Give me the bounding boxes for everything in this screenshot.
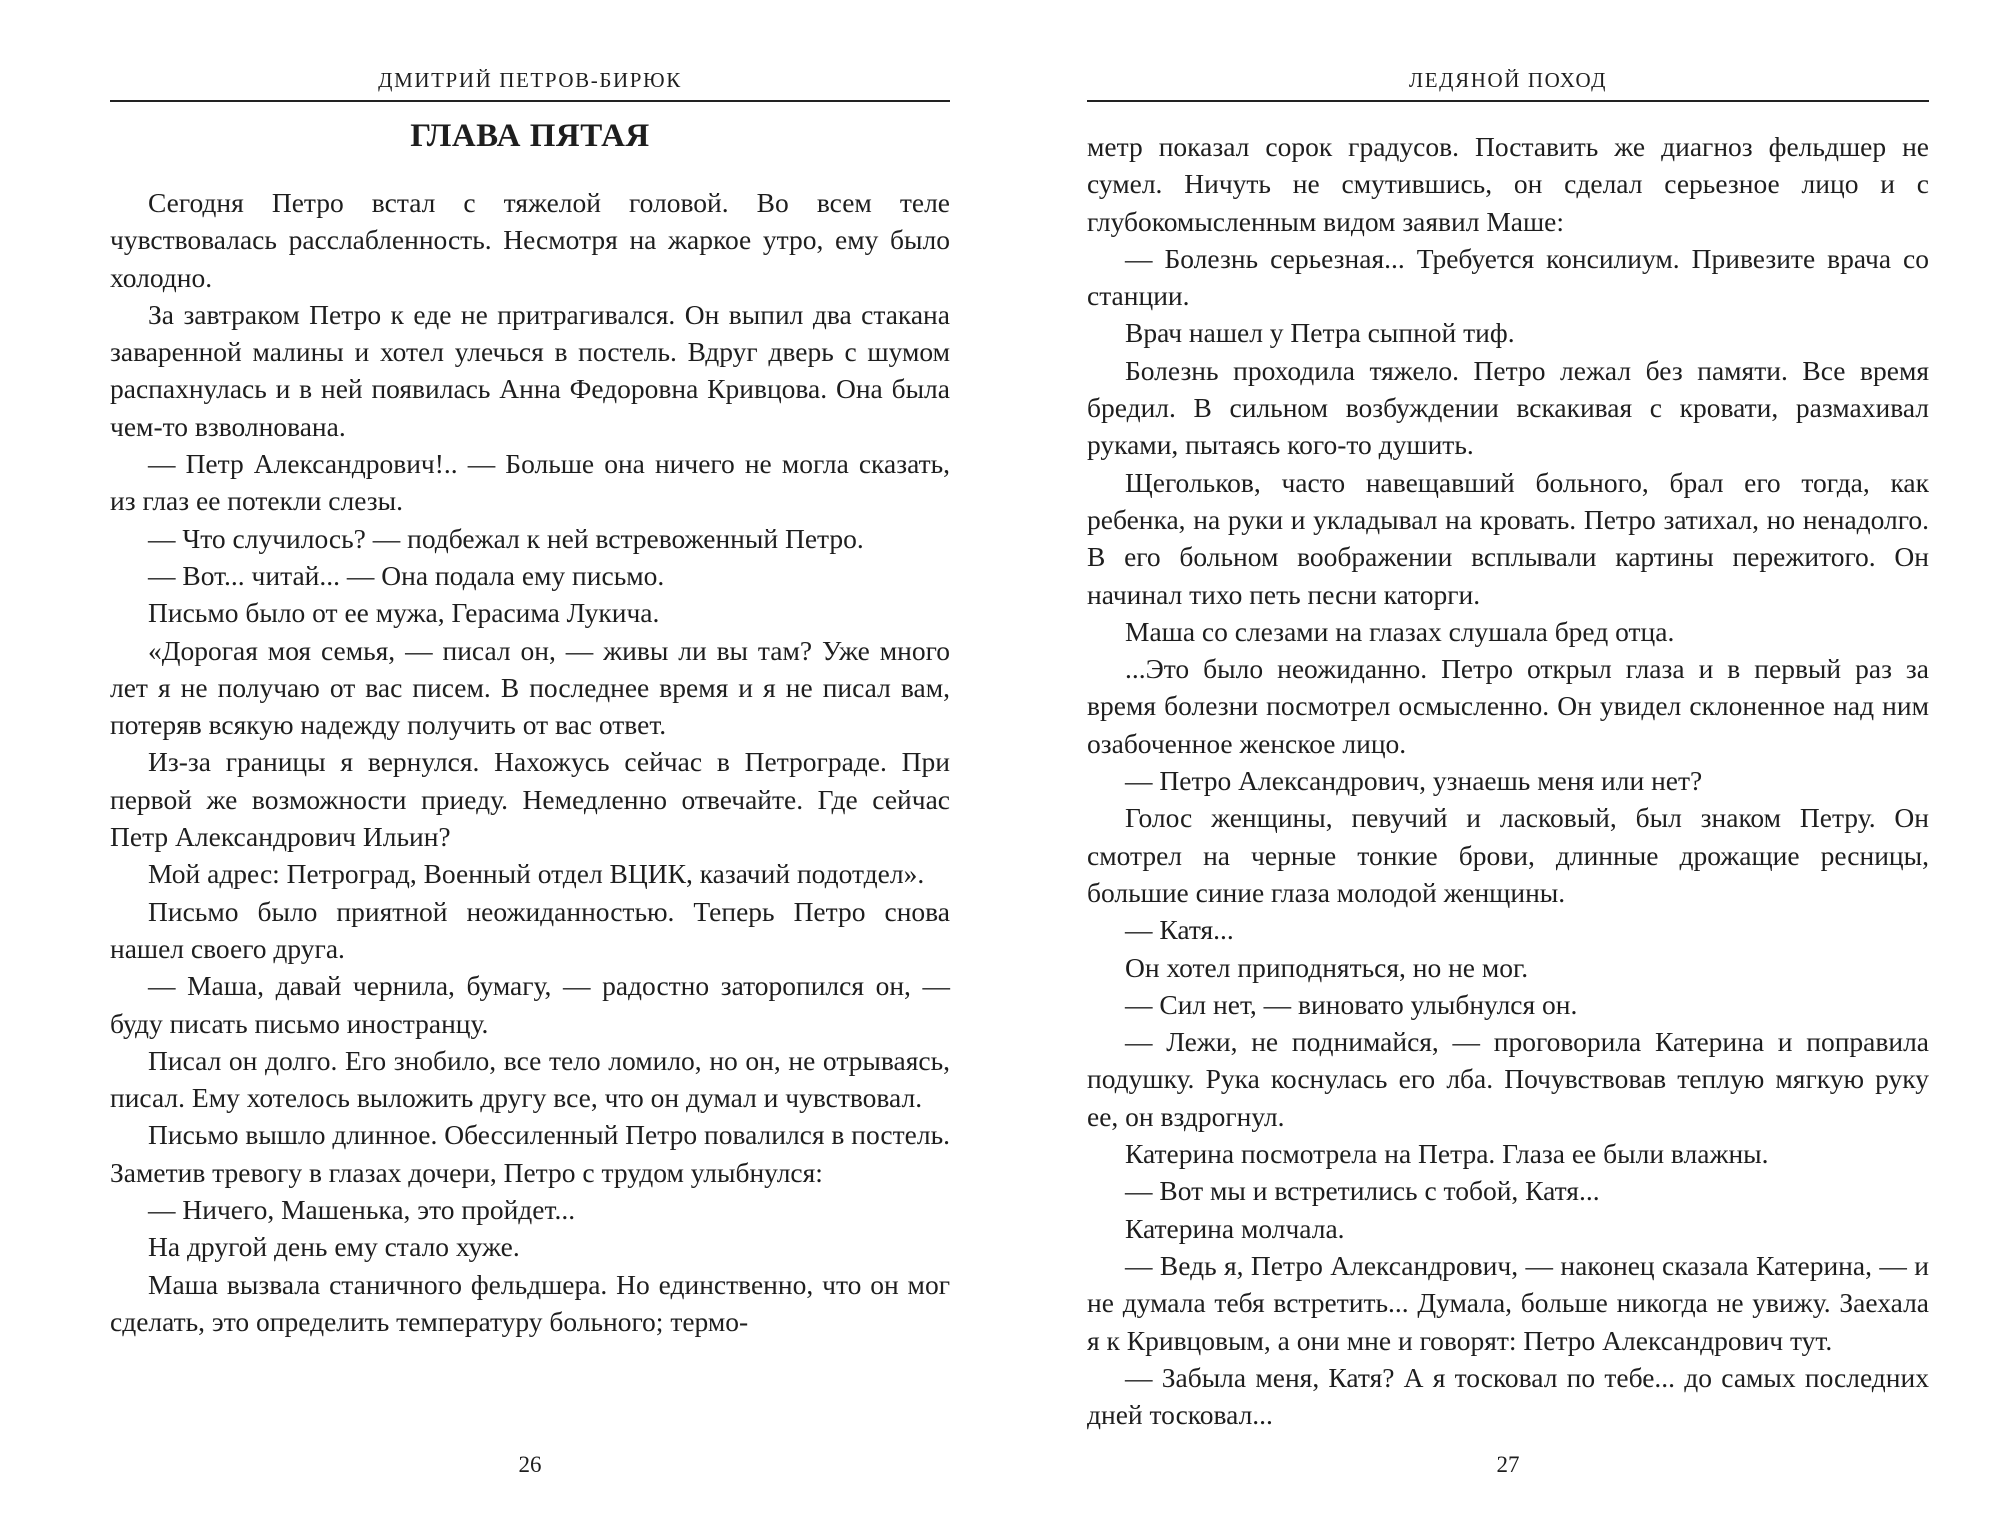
paragraph: — Ведь я, Петро Александрович, — наконец сказала Катерина, — и не думала тебя встретить... Думала, больше никогда не увижу. Заехала я к Кривцовым, а они мне и говорят: Петро Александрович тут. bbox=[1087, 1249, 1929, 1356]
paragraph: — Петр Александрович!.. — Больше она ничего не могла сказать, из глаз ее потекли слезы. bbox=[110, 448, 950, 517]
paragraph: Болезнь проходила тяжело. Петро лежал без памяти. Все время бредил. В сильном возбуждении вскакивая с кровати, размахивал руками, пытаясь кого-то душить. bbox=[1087, 354, 1929, 461]
paragraph: Письмо было приятной неожиданностью. Теперь Петро снова нашел своего друга. bbox=[110, 895, 950, 964]
running-head-title: ЛЕДЯНОЙ ПОХОД bbox=[1408, 68, 1608, 92]
paragraph: Маша со слезами на глазах слушала бред отца. bbox=[1125, 615, 1675, 647]
paragraph: На другой день ему стало хуже. bbox=[148, 1231, 520, 1263]
paragraph: Катерина молчала. bbox=[1125, 1212, 1345, 1244]
paragraph: ...Это было неожиданно. Петро открыл глаза и в первый раз за время болезни посмотрел осмысленно. Он увидел склоненное над ним озабоченное женское лицо. bbox=[1087, 653, 1929, 759]
paragraph: Сегодня Петро встал с тяжелой головой. Во всем теле чувствовалась расслабленность. Несмотря на жаркое утро, ему было холодно. bbox=[110, 187, 950, 293]
paragraph-continuation: метр показал сорок градусов. Поставить же диагноз фельдшер не сумел. Ничуть не смутившись, он сделал серьезное лицо и с глубокомысленным видом заявил Маше: bbox=[1087, 131, 1929, 237]
chapter-title: ГЛАВА ПЯТАЯ bbox=[410, 118, 650, 154]
header-rule bbox=[110, 100, 950, 102]
paragraph: Щегольков, часто навещавший больного, брал его тогда, как ребенка, на руки и укладывал на кровать. Петро затихал, но ненадолго. В его больном воображении всплывали картины пережитого. Он начинал тихо петь песни каторги. bbox=[1087, 466, 1929, 610]
paragraph: Писал он долго. Его знобило, все тело ломило, но он, не отрываясь, писал. Ему хотелось выложить другу все, что он думал и чувствовал. bbox=[110, 1044, 950, 1114]
paragraph: — Вот... читай... — Она подала ему письмо. bbox=[148, 559, 665, 591]
paragraph: — Катя... bbox=[1125, 914, 1234, 946]
paragraph: За завтраком Петро к еде не притрагивался. Он выпил два стакана заваренной малины и хотел улечься в постель. Вдруг дверь с шумом распахнулась и в ней появилась Анна Федоровна Кривцова. Она была чем-то взволнована. bbox=[110, 298, 950, 442]
paragraph: — Болезнь серьезная... Требуется консилиум. Привезите врача со станции. bbox=[1087, 242, 1929, 312]
paragraph: — Ничего, Машенька, это пройдет... bbox=[148, 1194, 576, 1226]
page-number: 26 bbox=[518, 1452, 542, 1477]
page-number: 27 bbox=[1496, 1452, 1520, 1477]
paragraph: Он хотел приподняться, но не мог. bbox=[1125, 951, 1529, 983]
paragraph: Мой адрес: Петроград, Военный отдел ВЦИК, казачий подотдел». bbox=[148, 858, 925, 890]
left-page bbox=[110, 0, 950, 1534]
paragraph: Из-за границы я вернулся. Нахожусь сейчас в Петрограде. При первой же возможности приеду. Немедленно отвечайте. Где сейчас Петр Александрович Ильин? bbox=[110, 746, 950, 853]
paragraph: — Маша, давай чернила, бумагу, — радостно заторопился он, — буду писать письмо иностранцу. bbox=[110, 970, 950, 1039]
paragraph: — Петро Александрович, узнаешь меня или нет? bbox=[1125, 765, 1703, 797]
paragraph: — Сил нет, — виновато улыбнулся он. bbox=[1125, 988, 1578, 1020]
paragraph: Голос женщины, певучий и ласковый, был знаком Петру. Он смотрел на черные тонкие брови, длинные дрожащие ресницы, большие синие глаза молодой женщины. bbox=[1087, 802, 1929, 908]
paragraph: Врач нашел у Петра сыпной тиф. bbox=[1125, 317, 1515, 349]
left-page-text bbox=[110, 184, 950, 1340]
paragraph: «Дорогая моя семья, — писал он, — живы ли вы там? Уже много лет я не получаю от вас писем. В последнее время и я не писал вам, потеряв всякую надежду получить от вас ответ. bbox=[110, 634, 950, 741]
running-head-author: ДМИТРИЙ ПЕТРОВ-БИРЮК bbox=[378, 68, 682, 92]
header-rule bbox=[1087, 100, 1929, 102]
paragraph: — Забыла меня, Катя? А я тосковал по тебе... до самых последних дней тосковал... bbox=[1087, 1361, 1929, 1431]
paragraph: — Лежи, не поднимайся, — проговорила Катерина и поправила подушку. Рука коснулась его лба. Почувствовав теплую мягкую руку ее, он вздрогнул. bbox=[1087, 1026, 1929, 1132]
paragraph: — Что случилось? — подбежал к ней встревоженный Петро. bbox=[148, 522, 864, 554]
paragraph: Письмо вышло длинное. Обессиленный Петро повалился в постель. Заметив тревогу в глазах дочери, Петро с трудом улыбнулся: bbox=[110, 1119, 950, 1188]
paragraph: Письмо было от ее мужа, Герасима Лукича. bbox=[148, 597, 660, 629]
paragraph: — Вот мы и встретились с тобой, Катя... bbox=[1125, 1175, 1600, 1207]
paragraph: Маша вызвала станичного фельдшера. Но единственно, что он мог сделать, это определить температуру больного; термо- bbox=[110, 1268, 950, 1337]
right-page-text bbox=[1087, 128, 1929, 1433]
paragraph: Катерина посмотрела на Петра. Глаза ее были влажны. bbox=[1125, 1138, 1769, 1170]
right-page bbox=[1087, 0, 1929, 1534]
